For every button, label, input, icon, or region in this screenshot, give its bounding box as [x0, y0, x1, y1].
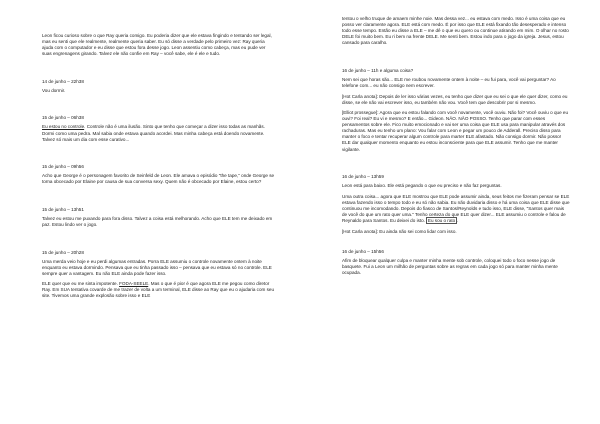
entry-text: [42, 281, 276, 299]
entry-text: Talvez eu estou me puxando para fora disso. Talvez a coisa está melhorando. Acho que ELE tem me deixado em paz. Estou lindo ver o jogo.: [42, 215, 273, 227]
editor-note: [Hot Carla anota]: Eu ainda não sei como lidar com isso.: [342, 228, 457, 234]
underlined-phrase: FODA-SEELE: [119, 281, 149, 287]
entry-text: Acho que George é o personagem favorito de Seinfeld de Leon. Ele amava o episódio "the tape," onde George se torna obcecado por Elaine por causa de sua conversa sexy. Quem não é obcecado por Elaine, estou certo?: [42, 173, 275, 185]
entry-text: [342, 194, 570, 224]
entry-text-part: ELE quer que eu me sinta impotente.: [42, 281, 120, 287]
entry-date: 15 de junho – 13h51: [42, 206, 84, 212]
editor-note: [Hot Carla anota]: Depois de ler isso várias vezes, eu tenho que dizer que eu sei o que ele quer dizer, como eu disse, se ele não vai escrever isso, eu também não vou. Você tem que descobrir por si mesmo.: [342, 93, 568, 105]
entry-text-part: .: [456, 217, 459, 223]
entry-date: 16 de junho – 15h56: [342, 249, 384, 255]
entry-text: Leon está para baixo. Ele está pegando o que eu preciso e não faz perguntas.: [342, 183, 502, 189]
entry-date: 16 de junho – 11h e alguma coisa?: [342, 67, 414, 73]
right-page: [300, 0, 600, 424]
entry-date: 14 de junho – 22h38: [42, 78, 84, 84]
intro-paragraph: Leon ficou curioso sobre o que Ray queria comigo. Eu poderia dizer que ele estava fingindo e tentando ser legal, mas eu senti que ele realmente, realmente queria saber. Eu só disse a verdade pelo primeiro vez: Ray queria ajuda com o computador e eu disse que estou fora desse jogo. Leon assentiu como cabeça, mas eu pude ver suas engrenagens girando. Talvez ele não confie em Ray – você sabe, ele é ele e tudo.: [42, 33, 272, 57]
entry-text-part: . Mas o que é pior é que agora ELE me pegou como diretor Ray. Em SUA tentativa covarde de me trazer de volta a um terminal, ELE disse ao Ray que eu o ajudaria com seu site. Tivemos uma grande explosão sobre isso e ELE: [42, 281, 275, 299]
entry-text: [Elliot prossegue]: Agora que eu estou falando com você novamente, você ouviu. Não foi? Você ouviu o que eu ouvi? Foi real? Eu vi e mesmo? E então... Gideon. NÃO. NÃO POSSO. Tenho que parar com esses pensamentos sobre ele. Fico muito emocionado e vai ser uma coisa que ELE usa para manipular através dos rachaduras. Mas eu tenho um plano: Vou falar com Leon e pegar um pouco de Adderall. Preciso disso para manter o foco e tentar recuperar algum controle para marter ELE afastado. Não consigo dormir. Não posso! ELE dar qualquer momento enquanto eu estou inconsciente para que ELE assumir. Tenho que me manter vigilante.: [342, 110, 569, 152]
entry-text: Vou dormir.: [42, 87, 66, 93]
entry-text: Afim de bloquear qualquer culpa e manter minha mente sob controle, coloquei todo o foco nesse jogo de basquete. Fui a Leon um milhão de perguntas sobre as regras em cada jogo só para manter minha mente ocupada.: [342, 258, 558, 276]
entry-text: [42, 124, 276, 142]
entry-date: 15 de junho – 09h56: [42, 164, 84, 170]
boxed-phrase: Eu sou o rato: [427, 217, 456, 223]
entry-text-rest: . Controle não é uma ilusão. Sinto que tenho que começar a dizer isso todas as manhãs. Dormi como uma pedra. Mal sabia onde estava quando acordei. Mas minha cabeça está doendo novamente. Talvez só mais um dia com esse curativo...: [42, 124, 265, 142]
entry-text-part: Uma outra coisa... agora que ELE mostrou que ELE pode assumir ainda, seus feitos me fizeram pensar se ELE estava fazendo isso o tempo todo e eu só não sabia. Eu não duvidaria disso e há uma coisa que ELE disse que continuou me incomodando. Depois do fiasco de Santos/Reynolds e tudo isso, ELE disse, "Santos quer mais de você do que um rato quer uma." Tenho certeza do que ELE quer dizer... ELE assumiu o controle e falou de Reynaldo para Santos. Eu deixei do isto.: [342, 193, 570, 223]
entry-text: Nem sei que horas são... ELE me roubou novamente ontem à noite – eu fui para, você vai perguntar? Ao telefone com... eu não consigo nem escrever.: [342, 76, 556, 88]
entry-text: Uma merda veio hoje e eu perdi algumas entradas. Porra ELE assumiu o controle novamente ontem à noite enquanto eu estava dormindo. Pensava que eu tinha passado isso – pensava que eu estava só no controle. ELE sempre quer a vantagem. Eu não ELE ainda pode fazer isso.: [42, 258, 272, 276]
underlined-phrase: Eu estou no controle: [42, 124, 85, 130]
entry-date: 16 de junho – 13h59: [342, 174, 384, 180]
intro-paragraph: tentou o velho truque de amaem minhe noie. Mas dessa vez... eu estava com medo. Isso é uma coisa que eu posso ver claramente agora. ELE está com medo. É por isso que ELE está fixando tão desesperado e intenso todo esse tempo. Então eu disse a ELE – me dê o que eu quero ou continue atirando em mim. O olhar no rosto DELE foi muito bem. Eu ri bem na frente DELE. Me senti bem. Estou indo para o jogo da igreja. Jesus, estou cansado para caralho.: [342, 16, 569, 46]
entry-date: 15 de junho – 20h28: [42, 249, 84, 255]
entry-date: 15 de junho – 06h38: [42, 115, 84, 121]
